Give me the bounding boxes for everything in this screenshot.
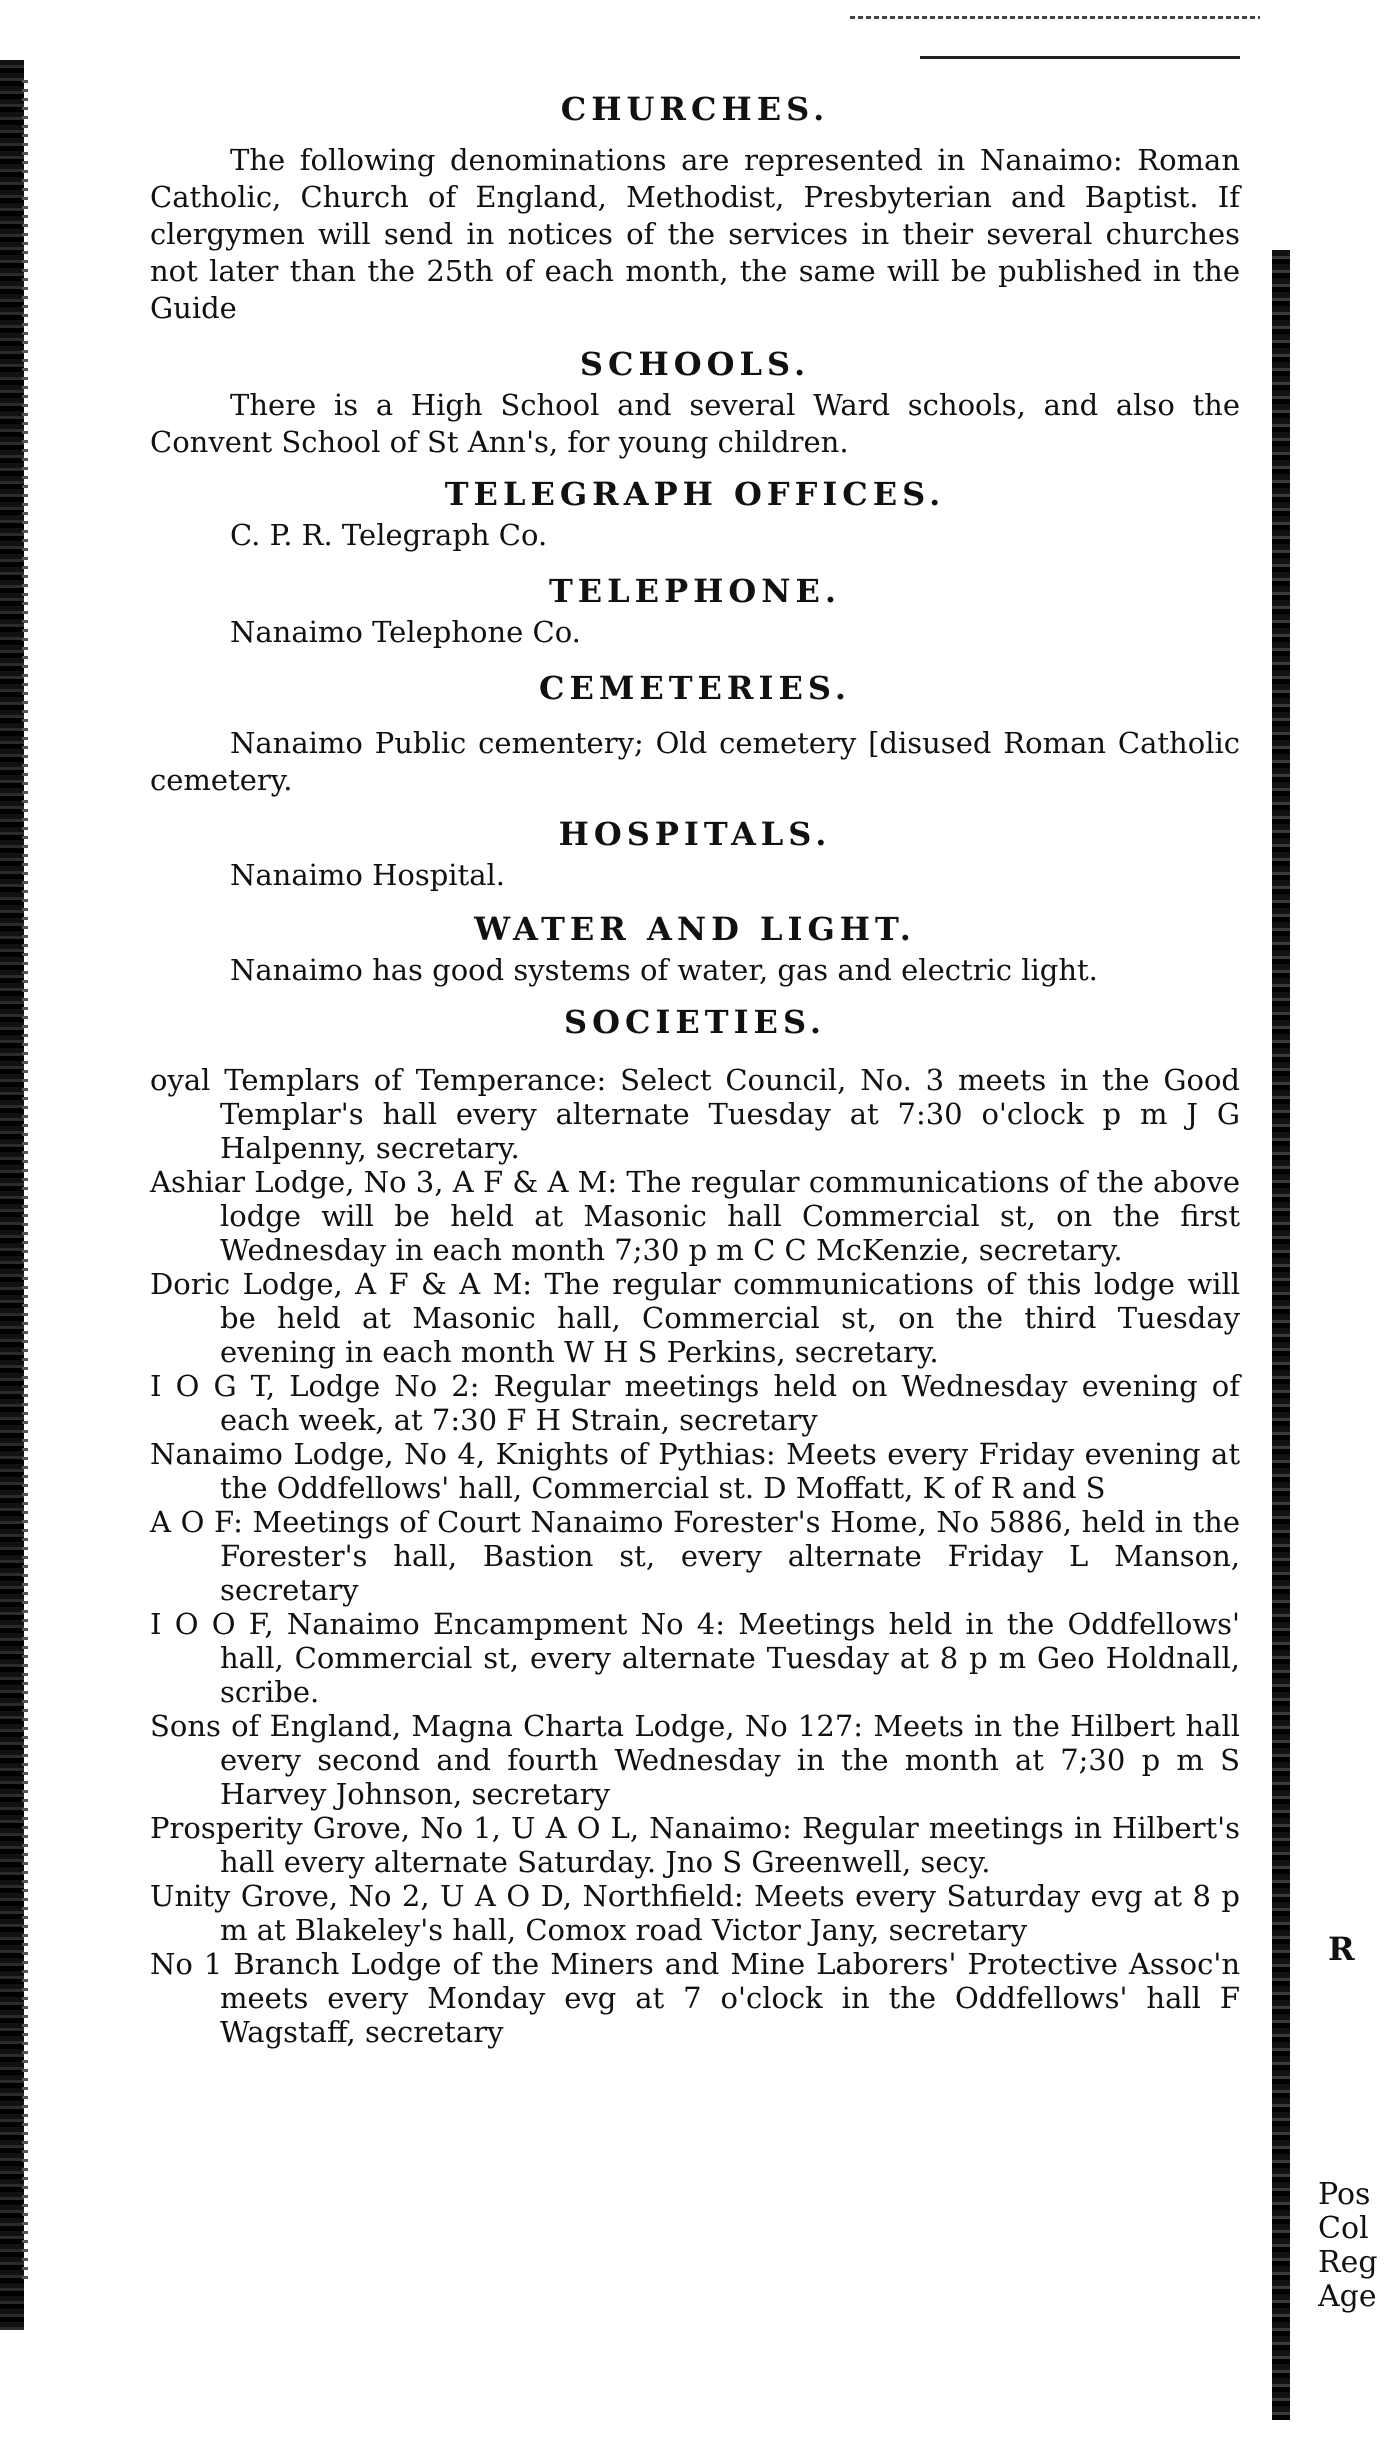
societies-list xyxy=(150,1063,1240,2049)
adjacent-column-fragment-r: R xyxy=(1328,1930,1355,1968)
adjacent-fragment-line: Age xyxy=(1318,2279,1377,2314)
hospitals-text: Nanaimo Hospital. xyxy=(230,858,505,892)
churches-text: The following denominations are represented in Nanaimo: Roman Catholic, Church of England, Methodist, Presbyterian and Baptist. If clergymen will send in notices of the services in their several churches not later than the 25th of each month, the same will be published in the Guide xyxy=(150,143,1240,325)
water-light-heading: WATER AND LIGHT. xyxy=(474,910,916,948)
hospitals-heading: HOSPITALS. xyxy=(558,815,832,853)
telephone-heading: TELEPHONE. xyxy=(548,572,842,610)
cemeteries-text: Nanaimo Public cementery; Old cemetery [disused Roman Catholic cemetery. xyxy=(150,726,1240,797)
societies-section xyxy=(150,999,1240,2049)
telegraph-section xyxy=(150,471,1240,554)
schools-text: There is a High School and several Ward schools, and also the Convent School of St Ann's, for young children. xyxy=(150,388,1240,459)
top-rule-dotted xyxy=(850,16,1260,19)
society-entry: Doric Lodge, A F & A M: The regular communications of this lodge will be held at Masonic hall, Commercial st, on the third Tuesday evening in each month W H S Perkins, secretary. xyxy=(150,1267,1240,1369)
cemeteries-section xyxy=(150,665,1240,799)
society-entry: I O O F, Nanaimo Encampment No 4: Meetings held in the Oddfellows' hall, Commercial st, every alternate Tuesday at 8 p m Geo Holdnall, scribe. xyxy=(150,1607,1240,1709)
cemeteries-heading: CEMETERIES. xyxy=(539,669,851,707)
adjacent-fragment-line: Pos xyxy=(1318,2178,1371,2212)
telephone-text: Nanaimo Telephone Co. xyxy=(230,615,581,649)
societies-heading: SOCIETIES. xyxy=(563,1003,827,1041)
column-rule-right xyxy=(1272,250,1290,2420)
top-rule-solid xyxy=(920,56,1240,59)
society-entry: No 1 Branch Lodge of the Miners and Mine Laborers' Protective Assoc'n meets every Monday evg at 7 o'clock in the Oddfellows' hall F Wagstaff, secretary xyxy=(150,1947,1240,2049)
telephone-section xyxy=(150,568,1240,651)
water-light-section xyxy=(150,906,1240,989)
schools-section xyxy=(150,341,1240,461)
society-entry: I O G T, Lodge No 2: Regular meetings held on Wednesday evening of each week, at 7:30 F H Strain, secretary xyxy=(150,1369,1240,1437)
telegraph-text: C. P. R. Telegraph Co. xyxy=(230,518,548,552)
hospitals-section xyxy=(150,811,1240,894)
churches-section xyxy=(150,86,1240,327)
society-entry: Prosperity Grove, No 1, U A O L, Nanaimo: Regular meetings in Hilbert's hall every alternate Saturday. Jno S Greenwell, secy. xyxy=(150,1811,1240,1879)
directory-column xyxy=(150,80,1240,2049)
telegraph-heading: TELEGRAPH OFFICES. xyxy=(444,475,946,513)
water-light-text: Nanaimo has good systems of water, gas and electric light. xyxy=(230,953,1098,987)
society-entry: Nanaimo Lodge, No 4, Knights of Pythias: Meets every Friday evening at the Oddfellows' hall, Commercial st. D Moffatt, K of R and S xyxy=(150,1437,1240,1505)
society-entry: Sons of England, Magna Charta Lodge, No 127: Meets in the Hilbert hall every second and fourth Wednesday in the month at 7;30 p m S Harvey Johnson, secretary xyxy=(150,1709,1240,1811)
society-entry: A O F: Meetings of Court Nanaimo Forester's Home, No 5886, held in the Forester's hall, Bastion st, every alternate Friday L Manson, secretary xyxy=(150,1505,1240,1607)
adjacent-fragment-line: Col xyxy=(1318,2211,1369,2246)
adjacent-fragment-line: Reg xyxy=(1318,2245,1378,2280)
society-entry: Unity Grove, No 2, U A O D, Northfield: Meets every Saturday evg at 8 p m at Blakeley's hall, Comox road Victor Jany, secretary xyxy=(150,1879,1240,1947)
society-entry: Ashiar Lodge, No 3, A F & A M: The regular communications of the above lodge will be held at Masonic hall Commercial st, on the first Wednesday in each month 7;30 p m C C McKenzie, secretary. xyxy=(150,1165,1240,1267)
society-entry: oyal Templars of Temperance: Select Council, No. 3 meets in the Good Templar's hall every alternate Tuesday at 7:30 o'clock p m J G Halpenny, secretary. xyxy=(150,1063,1240,1165)
adjacent-column-fragments xyxy=(1318,2178,1384,2314)
churches-heading: CHURCHES. xyxy=(560,90,830,128)
scan-edge-left xyxy=(0,60,24,2330)
scan-edge-left-fringe xyxy=(22,80,28,2280)
schools-heading: SCHOOLS. xyxy=(579,345,811,383)
